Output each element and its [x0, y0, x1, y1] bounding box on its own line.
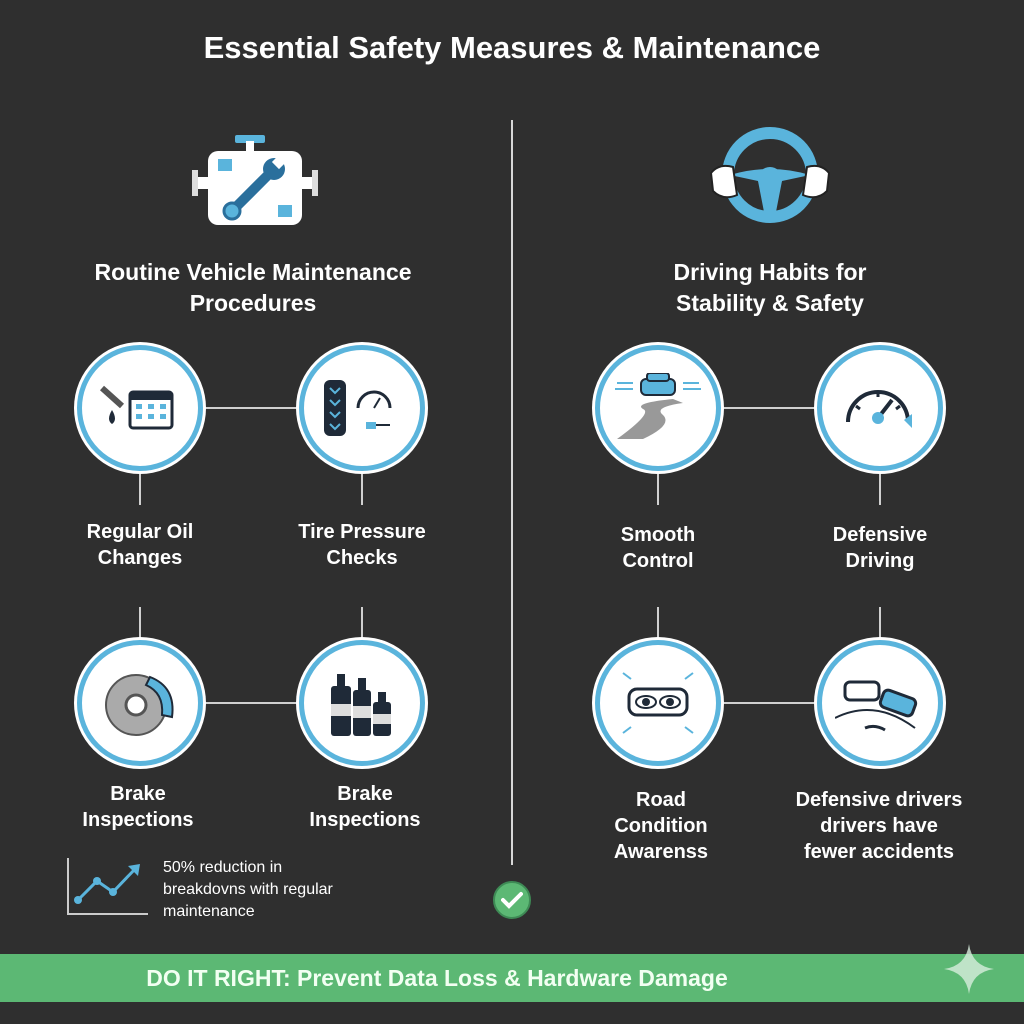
engine-wrench-icon [190, 135, 320, 235]
trend-chart-icon [66, 856, 150, 923]
steering-wheel-icon [705, 125, 835, 230]
oil-calendar-icon [100, 378, 180, 438]
item-label: Road Condition Awarenss [613, 789, 709, 863]
tire-gauge-icon [320, 378, 404, 438]
maintenance-stat: 50% reduction in breakdovns with regular maintenance [163, 859, 333, 920]
connector-line [657, 470, 659, 505]
speedometer-icon [840, 378, 920, 438]
fluid-bottles-icon [327, 668, 397, 738]
connector-line [200, 407, 300, 409]
connector-line [361, 470, 363, 505]
connector-line [200, 702, 300, 704]
fluid-bottles-circle [299, 640, 425, 766]
heading-line: Stability & Safety [676, 290, 864, 316]
smooth-control-circle [595, 345, 721, 471]
item-label: Defensive drivers drivers have fewer accidents [795, 789, 963, 863]
heading-line: Procedures [189, 290, 317, 316]
connector-line [139, 470, 141, 505]
road-awareness-circle [595, 640, 721, 766]
item-label: Regular Oil Changes [86, 521, 194, 569]
banner-text: DO IT RIGHT: Prevent Data Loss & Hardware Damage [146, 964, 728, 991]
connector-line [879, 607, 881, 641]
page-title: Essential Safety Measures & Maintenance [203, 30, 821, 65]
sparkle-icon [942, 942, 996, 1001]
checkmark-icon [493, 881, 531, 919]
column-divider [511, 120, 513, 865]
item-label: Defensive Driving [832, 524, 928, 572]
heading-line: Routine Vehicle Maintenance [94, 259, 412, 285]
item-label: Tire Pressure Checks [298, 521, 426, 569]
brake-disc-icon [100, 663, 180, 743]
car-road-icon [613, 373, 703, 443]
cars-collision-icon [835, 668, 925, 738]
eyes-mirror-icon [613, 663, 703, 743]
fewer-accidents-circle [817, 640, 943, 766]
defensive-driving-circle [817, 345, 943, 471]
right-section-heading [560, 257, 980, 319]
item-label: Brake Inspections [82, 783, 194, 831]
tire-pressure-circle [299, 345, 425, 471]
connector-line [361, 607, 363, 641]
connector-line [879, 470, 881, 505]
connector-line [718, 702, 818, 704]
item-label: Smooth Control [620, 524, 696, 572]
brake-inspection-circle [77, 640, 203, 766]
connector-line [139, 607, 141, 641]
left-section-heading [43, 257, 463, 319]
heading-line: Driving Habits for [673, 259, 867, 285]
bottom-banner [0, 954, 1024, 1002]
connector-line [657, 607, 659, 641]
connector-line [718, 407, 818, 409]
item-label: Brake Inspections [309, 783, 421, 831]
oil-change-circle [77, 345, 203, 471]
